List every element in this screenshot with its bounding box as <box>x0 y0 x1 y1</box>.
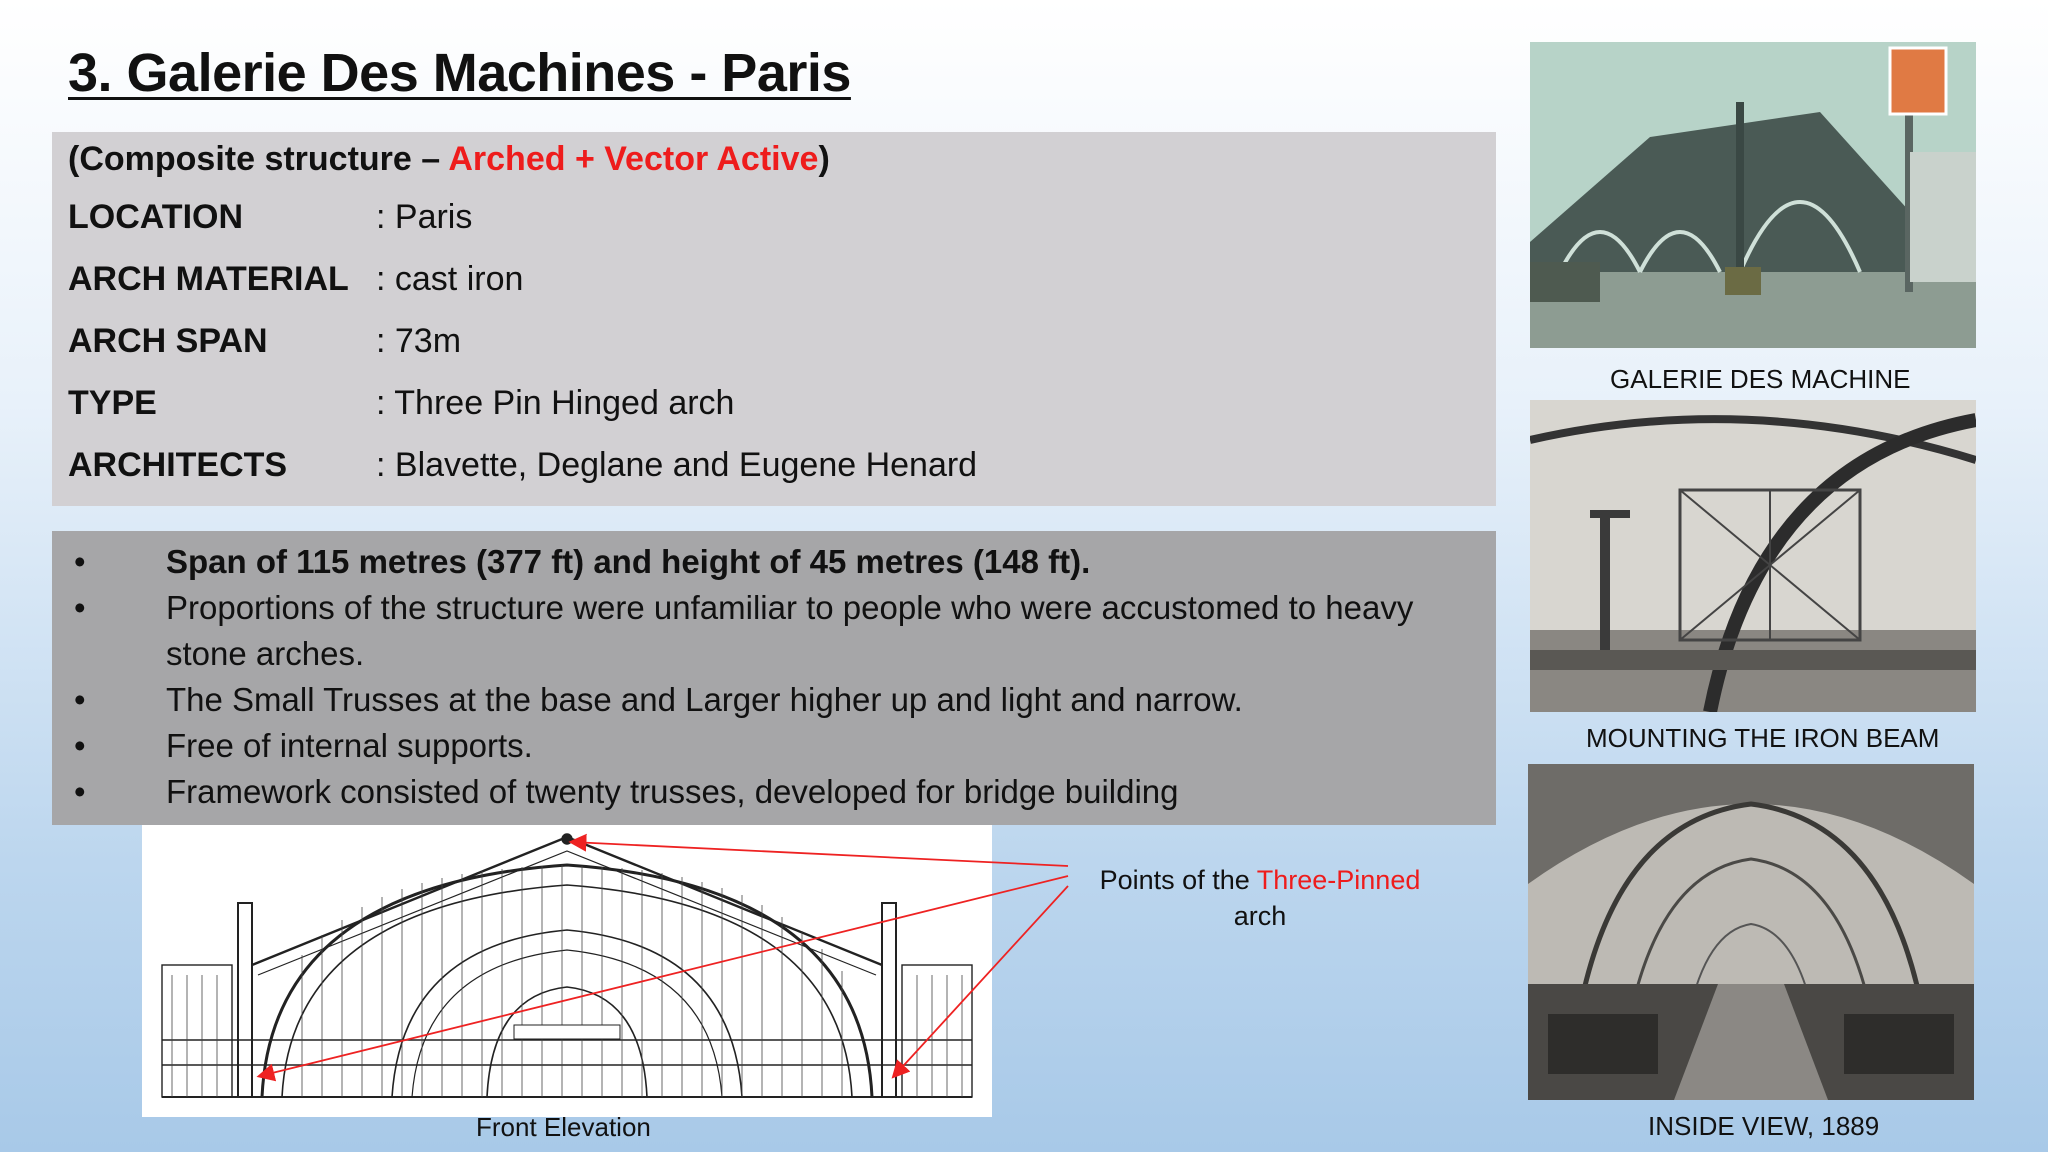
info-box <box>52 132 1496 506</box>
heading-suffix: ) <box>818 140 830 178</box>
bullet-item <box>68 769 1478 815</box>
bullet-text: Framework consisted of twenty trusses, developed for bridge building <box>166 773 1179 810</box>
info-label: TYPE <box>68 384 157 422</box>
info-label: ARCH MATERIAL <box>68 260 349 298</box>
heading-highlight: Arched + Vector Active <box>448 140 819 178</box>
bullet-text: The Small Trusses at the base and Larger higher up and light and narrow. <box>166 681 1243 718</box>
photo-caption: MOUNTING THE IRON BEAM <box>1586 723 1940 753</box>
note-highlight: Three-Pinned <box>1256 865 1421 895</box>
photo-mounting-iron-beam <box>1530 400 1976 712</box>
bullet-icon: • <box>74 589 86 626</box>
photo-inside-view <box>1528 764 1974 1100</box>
info-value: : Three Pin Hinged arch <box>376 384 735 422</box>
info-value: : Paris <box>376 198 473 236</box>
bullet-item <box>68 585 1478 677</box>
info-label: LOCATION <box>68 198 244 236</box>
interior-photo <box>1528 764 1974 1100</box>
info-value: : cast iron <box>376 260 524 298</box>
info-label: ARCHITECTS <box>68 446 288 484</box>
bullet-icon: • <box>74 773 86 810</box>
bullet-text: Free of internal supports. <box>166 727 533 764</box>
bullet-text: Span of 115 metres (377 ft) and height of 45 metres (148 ft). <box>166 543 1091 580</box>
info-label: ARCH SPAN <box>68 322 268 360</box>
photo-galerie-exterior <box>1530 42 1976 348</box>
heading-prefix: (Composite structure – <box>68 140 449 178</box>
bullet-icon: • <box>74 681 86 718</box>
bullet-icon: • <box>74 727 86 764</box>
construction-photo <box>1530 400 1976 712</box>
info-value: : Blavette, Deglane and Eugene Henard <box>376 446 978 484</box>
note-prefix: Points of the <box>1099 865 1257 895</box>
bullet-box <box>52 531 1496 825</box>
bullet-item <box>68 677 1478 723</box>
elevation-sketch <box>142 825 992 1117</box>
elevation-caption: Front Elevation <box>476 1112 651 1142</box>
front-elevation-drawing <box>142 825 992 1117</box>
pin-points-note <box>1050 862 1470 934</box>
bullet-item <box>68 723 1478 769</box>
bullet-text: Proportions of the structure were unfamiliar to people who were accustomed to heavy stone arches. <box>166 589 1414 672</box>
photo-caption: INSIDE VIEW, 1889 <box>1648 1111 1880 1141</box>
info-heading <box>68 140 830 179</box>
note-suffix: arch <box>1233 901 1287 931</box>
slide-title: 3. Galerie Des Machines - Paris <box>68 43 851 103</box>
bullet-icon: • <box>74 543 86 580</box>
bullet-item <box>68 539 1478 585</box>
exterior-photo <box>1530 42 1976 348</box>
info-value: : 73m <box>376 322 462 360</box>
photo-caption: GALERIE DES MACHINE <box>1610 364 1911 394</box>
